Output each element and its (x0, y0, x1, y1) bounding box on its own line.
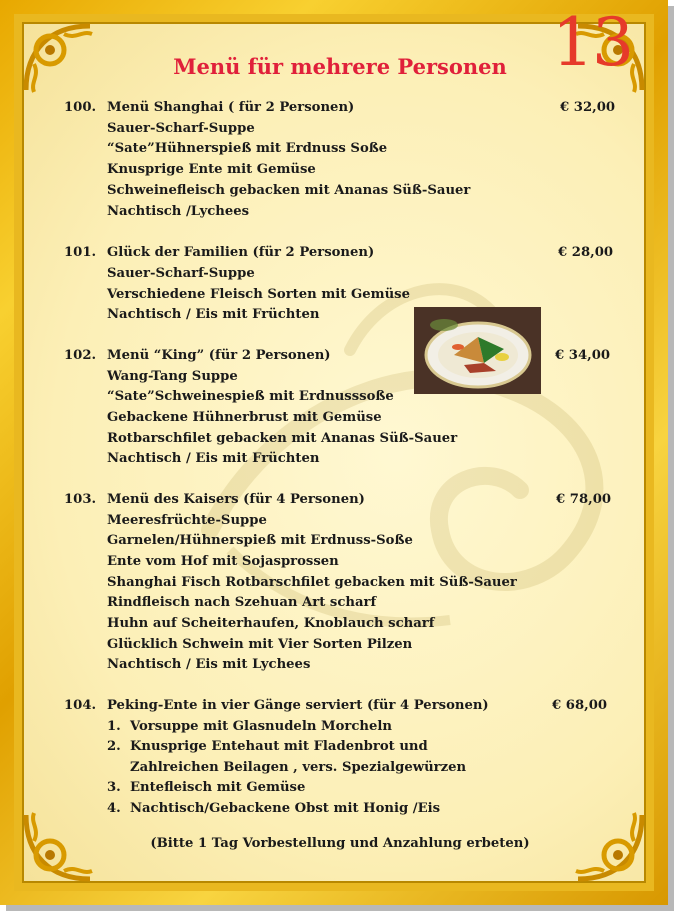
menu-price: € 34,00 (555, 348, 611, 363)
menu-item: Nachtisch / Eis mit Lychees (107, 657, 311, 672)
menu-item: Sauer-Scharf-Suppe (107, 266, 255, 281)
menu-number: 104. (64, 698, 97, 713)
menu-item: Gebackene Hühnerbrust mit Gemüse (107, 410, 382, 425)
menu-item: Garnelen/Hühnerspieß mit Erdnuss-Soße (107, 533, 413, 548)
menu-price: € 68,00 (552, 698, 608, 713)
menu-item: “Sate”Schweinespieß mit Erdnusssoße (107, 389, 394, 404)
menu-item: 3. Entefleisch mit Gemüse (107, 780, 306, 795)
menu-price: € 32,00 (560, 100, 616, 115)
menu-item: “Sate”Hühnerspieß mit Erdnuss Soße (107, 141, 388, 156)
menu-number: 102. (64, 348, 97, 363)
menu-item: Zahlreichen Beilagen , vers. Spezialgewürzen (107, 760, 467, 775)
menu-item: Glücklich Schwein mit Vier Sorten Pilzen (107, 637, 413, 652)
menu-item: Wang-Tang Suppe (107, 369, 238, 384)
menu-item: Rotbarschfilet gebacken mit Ananas Süß-Sauer (107, 431, 458, 446)
menu-item: 1. Vorsuppe mit Glasnudeln Morcheln (107, 719, 392, 734)
menu-price: € 28,00 (558, 245, 614, 260)
reservation-note: (Bitte 1 Tag Vorbestellung und Anzahlung erbeten) (150, 836, 530, 851)
page-number: 13 (552, 4, 632, 81)
menu-item: Shanghai Fisch Rotbarschfilet gebacken mit Süß-Sauer (107, 575, 517, 590)
menu-item: Verschiedene Fleisch Sorten mit Gemüse (107, 287, 410, 302)
menu-item: Meeresfrüchte-Suppe (107, 513, 267, 528)
menu-name: Menü “King” (für 2 Personen) (107, 348, 331, 363)
menu-number: 100. (64, 100, 97, 115)
menu-item: Sauer-Scharf-Suppe (107, 121, 255, 136)
menu-item: Nachtisch / Eis mit Früchten (107, 451, 320, 466)
menu-number: 101. (64, 245, 97, 260)
dish-photo (414, 307, 541, 394)
plate-icon (414, 307, 541, 394)
menu-item: Schweinefleisch gebacken mit Ananas Süß-Sauer (107, 183, 471, 198)
menu-item: Rindfleisch nach Szehuan Art scharf (107, 595, 377, 610)
menu-item: 4. Nachtisch/Gebackene Obst mit Honig /Eis (107, 801, 441, 816)
menu-name: Menü des Kaisers (für 4 Personen) (107, 492, 365, 507)
menu-name: Peking-Ente in vier Gänge serviert (für 4 Personen) (107, 698, 489, 713)
menu-name: Menü Shanghai ( für 2 Personen) (107, 100, 355, 115)
menu-item: Huhn auf Scheiterhaufen, Knoblauch scharf (107, 616, 435, 631)
menu-item: Nachtisch / Eis mit Früchten (107, 307, 320, 322)
menu-name: Glück der Familien (für 2 Personen) (107, 245, 375, 260)
menu-item: 2. Knusprige Entehaut mit Fladenbrot und (107, 739, 428, 754)
menu-price: € 78,00 (556, 492, 612, 507)
page-title: Menü für mehrere Personen (173, 54, 507, 79)
menu-item: Ente vom Hof mit Sojasprossen (107, 554, 339, 569)
menu-number: 103. (64, 492, 97, 507)
menu-item: Nachtisch /Lychees (107, 204, 250, 219)
menu-item: Knusprige Ente mit Gemüse (107, 162, 316, 177)
